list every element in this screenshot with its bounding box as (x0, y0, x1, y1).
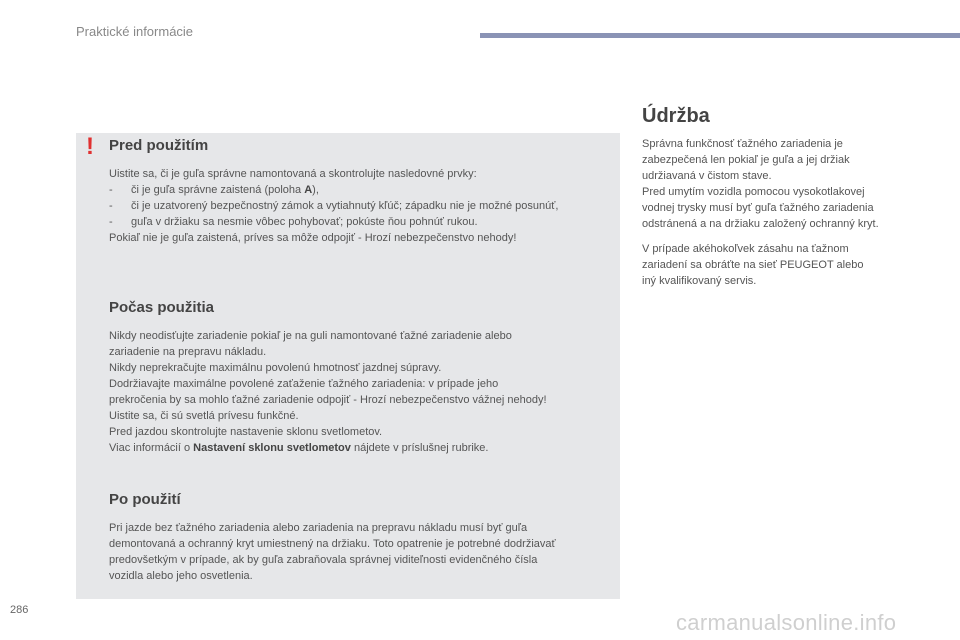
before-use-intro: Uistite sa, či je guľa správne namontovaná a skontrolujte nasledovné prvky: (109, 168, 477, 180)
paragraph-line: zariadenie na prepravu nákladu. (109, 346, 267, 358)
paragraph-line: predovšetkým v prípade, ak by guľa zabraňovala správnej viditeľnosti evidenčného čísla (109, 554, 538, 566)
paragraph-line: zariadení sa obráťte na sieť PEUGEOT alebo (642, 259, 864, 271)
paragraph-line: demontovaná a ochranný kryt umiestnený na držiaku. Toto opatrenie je potrebné dodržiavať (109, 538, 556, 550)
watermark: carmanualsonline.info (676, 610, 897, 635)
warning-exclamation-icon: ! (86, 133, 94, 160)
list-item: - či je uzatvorený bezpečnostný zámok a vytiahnutý kľúč; západku nie je možné posunúť, (109, 200, 559, 212)
before-use-heading: Pred použitím (109, 137, 209, 154)
before-use-section (109, 137, 614, 246)
list-item: - či je guľa správne zaistená (poloha A), (109, 184, 319, 196)
paragraph-line: Pred jazdou skontrolujte nastavenie sklonu svetlometov. (109, 426, 383, 438)
page-number: 286 (10, 604, 29, 616)
cross-reference: Nastavení sklonu svetlometov (193, 442, 351, 454)
maintenance-paragraph (642, 136, 914, 232)
paragraph-line: Viac informácií o Nastavení sklonu svetlometov nájdete v príslušnej rubrike. (109, 442, 489, 454)
service-paragraph (642, 241, 914, 289)
paragraph-line: iný kvalifikovaný servis. (642, 275, 757, 287)
paragraph-line: Uistite sa, či sú svetlá prívesu funkčné. (109, 410, 299, 422)
warning-panel (76, 133, 620, 599)
paragraph-line: Nikdy neodisťujte zariadenie pokiaľ je na guli namontované ťažné zariadenie alebo (109, 330, 512, 342)
paragraph-line: zabezpečená len pokiaľ je guľa a jej držiak (642, 154, 850, 166)
maintenance-section (642, 105, 914, 298)
paragraph-line: prekročenia by sa mohlo ťažné zariadenie odpojiť - Hrozí nebezpečenstvo vážnej nehody! (109, 394, 547, 406)
during-use-section (109, 299, 614, 456)
list-item: - guľa v držiaku sa nesmie vôbec pohybovať; pokúste ňou pohnúť rukou. (109, 216, 478, 228)
paragraph-line: odstránená a na držiaku založený ochranný kryt. (642, 218, 879, 230)
maintenance-heading: Údržba (642, 105, 710, 127)
paragraph-line: Dodržiavajte maximálne povolené zaťaženie ťažného zariadenia: v prípade jeho (109, 378, 499, 390)
paragraph-line: V prípade akéhokoľvek zásahu na ťažnom (642, 243, 849, 255)
paragraph-line: Pred umytím vozidla pomocou vysokotlakovej (642, 186, 865, 198)
during-use-heading: Počas použitia (109, 299, 215, 316)
header-bar (480, 33, 960, 38)
header-title: Praktické informácie (76, 24, 194, 39)
paragraph-line: udržiavaná v čistom stave. (642, 170, 772, 182)
before-use-closing: Pokiaľ nie je guľa zaistená, príves sa môže odpojiť - Hrozí nebezpečenstvo nehody! (109, 232, 517, 244)
after-use-section (109, 491, 614, 584)
paragraph-line: vodnej trysky musí byť guľa ťažného zariadenia (642, 202, 874, 214)
paragraph-line: Nikdy neprekračujte maximálnu povolenú hmotnosť jazdnej súpravy. (109, 362, 442, 374)
paragraph-line: Pri jazde bez ťažného zariadenia alebo zariadenia na prepravu nákladu musí byť guľa (109, 522, 528, 534)
after-use-heading: Po použití (109, 491, 181, 508)
paragraph-line: vozidla alebo jeho osvetlenia. (109, 570, 253, 582)
paragraph-line: Správna funkčnosť ťažného zariadenia je (642, 138, 843, 150)
